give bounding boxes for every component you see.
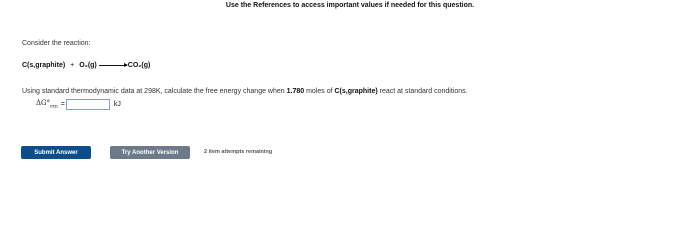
submit-answer-button[interactable]: Submit Answer [21, 146, 91, 159]
reactant-oxygen: O₂(g) [79, 62, 97, 69]
attempts-remaining: 2 item attempts remaining [204, 149, 273, 155]
reaction-prompt: Consider the reaction: [22, 40, 91, 47]
reaction-arrow-icon [99, 65, 127, 66]
reactant-graphite: C(s,graphite) [22, 62, 66, 69]
delta-g-answer-input[interactable] [66, 99, 110, 110]
delta-g-symbol: ΔG° [36, 99, 51, 108]
question-text [22, 88, 468, 95]
question-middle: moles of [304, 88, 335, 95]
plus-sign: + [70, 62, 75, 69]
try-another-version-button[interactable]: Try Another Version [110, 146, 190, 159]
question-substance: C(s,graphite) [334, 88, 378, 95]
equals-sign: = [60, 101, 65, 108]
answer-unit: kJ [113, 101, 121, 108]
answer-row [36, 98, 121, 111]
reaction-equation [22, 62, 150, 69]
product-carbon-dioxide: CO₂(g) [127, 62, 151, 69]
delta-g-label [36, 99, 58, 109]
question-suffix: react at standard conditions. [377, 88, 468, 95]
question-amount: 1.780 [286, 88, 305, 95]
delta-g-subscript: rxn [50, 104, 58, 110]
question-prefix: Using standard thermodynamic data at 298K, calculate the free energy change when [22, 88, 287, 95]
references-notice: Use the References to access important values if needed for this question. [225, 2, 475, 9]
